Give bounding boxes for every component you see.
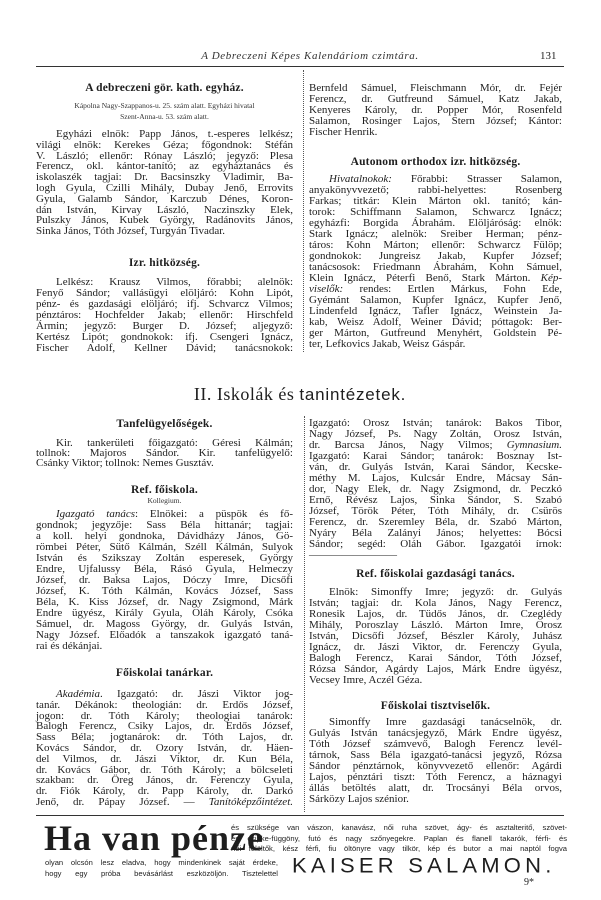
text-line: Gyula, Galamb Sándor, Karczub Dénes, Koron- <box>36 192 293 205</box>
italic-text: Gymnasium. <box>506 439 562 451</box>
text-line: Endre, Ujfalussy Béla, Rásó Gyula, Helmeczy <box>36 563 293 575</box>
text-line: Ferencz, okl. kántor-tanító; az egyháztanács és <box>36 160 293 173</box>
text-line: Sass Béla; jogtanárok: dr. Tóth Lajos, dr. <box>36 731 293 744</box>
text-line <box>36 797 293 808</box>
text-line: Stark Ignácz; alelnök: Sreiber Herman; pénz- <box>309 228 562 240</box>
text-line: Gulyás István tanácsjegyző, Márk Endre ügyész, <box>309 727 562 739</box>
text-line: szakban: dr. Öreg János, dr. Ferenczy Gyula, <box>36 774 293 787</box>
text-line: Ármin; jegyző: Burger D. József; aljegyző: <box>36 320 293 332</box>
text-line: Sámuel, dr. Magoss György, dr. Gulyás István, <box>36 618 293 630</box>
text-line: tollnok: Majoros Sándor. Kir. tanfelügyelő: <box>36 447 293 459</box>
text-line: Ferencz, dr. Gutfreund Sámuel, Katz Jakab, <box>309 93 562 105</box>
text-line: Rózsa Sándor, Agárdy Lajos, Márk Endre ügyész, <box>309 663 562 675</box>
text-line: Elnök: Simonffy Imre; jegyző: dr. Gulyás <box>329 586 562 598</box>
text-line: Fischer Henrik. <box>309 126 378 138</box>
text-line: István; tagjai: dr. Kola János, Nagy Ferencz, <box>309 597 562 609</box>
text-segment: rendes: Ertlen Márkus, Fohn Ede, <box>343 283 562 295</box>
text-line: torok: Schiffmann Salamon, Schwarcz Ignácz; <box>309 206 562 218</box>
text-line: ter, Lefkovics Jakab, Weisz Gáspár. <box>309 338 466 350</box>
italic-text: viselők: <box>309 283 344 295</box>
text-line: olyan olcsón lesz eladva, hogy mindenkinek saját érdeke, <box>45 858 278 867</box>
text-line: a koll. helyi gondnoka, Dávidházy János, Gö- <box>36 530 293 542</box>
text-line: hogy egy próba bevásárlást eszközöljön. Tisztelettel <box>45 868 278 878</box>
text-line: Nyáry Béla Zalányi János; helyettes: Bócsi <box>309 527 562 539</box>
paragraph <box>36 438 293 468</box>
paragraph <box>36 509 293 652</box>
paragraph <box>309 418 562 561</box>
text-line: József, K. Tóth Kálmán, Kovács József, Sass <box>36 585 293 597</box>
section-heading: A debreczeni gör. kath. egyház. <box>85 82 244 94</box>
text-line: anyakönyvvezető; rabbi-helyettes: Rosenberg <box>309 184 562 196</box>
text-line: Pulszky János, Kubek György, Radánovits János, <box>36 214 293 227</box>
italic-text: Hivatalnokok: <box>329 173 392 185</box>
text-segment: . Igazgató: dr. Jászi Viktor jog- <box>99 688 293 700</box>
paragraph <box>309 174 562 350</box>
text-line: dr. Kovács Gábor, dr. Tóth Károly; a bölcseleti <box>36 763 293 776</box>
page-number: 131 <box>540 50 557 62</box>
paragraph <box>36 277 293 354</box>
text-line: Farkas; titkár: Klein Márton okl. tanító; kán- <box>309 195 562 207</box>
text-line: logh Gyula, Czilli Mihály, Dubay Jenő, Errovits <box>36 181 293 194</box>
text-segment: Jenő, dr. Pápay József. — <box>36 795 209 808</box>
advert-rule <box>36 815 564 816</box>
advert-merchant-name: KAISER SALAMON. <box>292 853 556 878</box>
running-header: A Debreczeni Képes Kalendáriom czimtára. <box>201 50 419 62</box>
text-line: állás betöltés alatt, dr. Trocsányi Béla orvos, <box>309 782 562 794</box>
text-line: István, Dicsőfi József, Bészler Károly, Juhász <box>309 630 562 642</box>
text-line: Gyémánt Salamon, Kupfer Ignácz, Kupfer Jenő, <box>309 294 562 306</box>
text-line: Sándor; segéd: Oláh Gábor. Igazgatói írnok: <box>309 538 562 550</box>
text-line: Balogh Ferencz, Karai Sándor, Tóth József, <box>309 652 562 664</box>
text-line: Sárközy Lajos szénior. <box>309 793 409 805</box>
text-line: Kenyeres Károly, dr. Popper Mór, Rosenfeld <box>309 104 562 116</box>
chapter-title-part: tanintézetek. <box>299 385 407 404</box>
italic-text: Tanítóképzőintézet. <box>208 795 293 808</box>
section-heading: Főiskolai tanárkar. <box>115 667 214 679</box>
advert-headline: Ha van pénze <box>44 818 265 858</box>
text-line: Sándor pénztárnok, könyvvezető ellenőr: Agárdi <box>309 760 562 772</box>
text-line: dor, Nagy Elek, dr. Nagy Zsigmond, dr. Peczkó <box>309 483 562 495</box>
text-line: iskolaszék tagjai: Dr. Bacsinszky Vladimir, Ba- <box>36 171 293 184</box>
text-line: ván, dr. Gulyás István, Karai Sándor, Kecske- <box>309 461 562 473</box>
text-line: Vecsey Imre, Aczél Géza. <box>309 674 423 686</box>
text-line: tanár. Dékánok: theologián: dr. Erdős József, <box>36 698 293 711</box>
text-line: István és Szikszay Zoltán esperesek, György <box>36 552 293 564</box>
text-line: pénz- és gazdasági elöljáró; ifj. Schvarcz Vilmos; <box>36 298 293 310</box>
text-line: Lindenfeld Ignácz, Tafler Ignácz, Weinstein Ja- <box>309 305 562 317</box>
italic-text: Akadémia <box>56 688 100 700</box>
text-line: Sinka János, Tóth József, Turgyán Tivadar. <box>36 225 226 238</box>
text-line: Lajos, pénztári tiszt: Tóth Ferencz, a háznagyi <box>309 771 562 783</box>
header-rule <box>36 66 564 67</box>
text-line: Fischer Adolf, Kellner Dávid; tanácsnokok: <box>36 342 293 354</box>
text-line: József, dr. Baksa Lajos, Dóczy Imre, Dicsőfi <box>36 574 293 586</box>
text-line: tanácsosok: Friedmann Ábrahám, Kohn Sámuel, <box>309 261 562 273</box>
advert-text <box>231 823 567 855</box>
subtitle-line: Szent-Anna-u. 53. szám alatt. <box>120 112 209 121</box>
text-line: pénztáros: Hochfelder Jakab; ellenőr: Hirschfeld <box>36 309 293 321</box>
section-subtitle: Kollegium. <box>147 496 182 505</box>
text-line: dr. Fiók Károly, dr. Papp Károly, dr. Darkó <box>36 785 293 798</box>
text-line: és szüksége van vászon, kanavász, női ruha szövet, ágy- és asztalteritő, szövet- <box>231 823 567 832</box>
subtitle-line: Kápolna Nagy-Szappanos-u. 25. szám alatt. Egyházi hivatal <box>74 101 255 110</box>
text-segment: Klein Ignácz, Péterfi Benő, Stark Márton. <box>309 272 541 284</box>
paragraph <box>36 689 293 808</box>
text-line: Béla, K. Kiss József, dr. Nagy Zsigmond, Márk <box>36 596 293 608</box>
text-line: Ignácz, dr. Jászi Viktor, dr. Ferenczy Gyula, <box>309 641 562 653</box>
text-line: tárnok, Sass Béla igazgató-tanácsi jegyző, Rózsa <box>309 749 562 761</box>
signature-mark: 9* <box>524 877 534 888</box>
paragraph <box>309 587 562 686</box>
section-heading: Főiskolai tisztviselők. <box>380 700 491 712</box>
text-line: Balogh Ferencz, Csiky Lajos, dr. Erdős József, <box>36 720 293 733</box>
section-subtitle <box>36 100 293 122</box>
text-line: V. László; ellenőr: Rónay László; jegyző: Plesa <box>36 149 293 162</box>
column-divider <box>303 70 304 352</box>
text-line: Igazgató: Karai Sándor; tanárok: Bosznay Ist- <box>309 450 562 462</box>
text-line: női felöltők, kész férfi, fiu öltönyre vagy tilkör, kép és butor a mai naptól fogva <box>231 844 567 854</box>
advert-text <box>45 858 278 879</box>
italic-text: Igazgató tanács <box>56 508 136 520</box>
text-segment: Főrabbi: Strasser Salamon, <box>391 173 562 185</box>
text-line: jogon: dr. Tóth Károly; theologiai tanárok: <box>36 709 293 722</box>
text-line: Tóth József számvevő, Balogh Ferencz levél- <box>309 738 562 750</box>
text-line: gondnokok: Jungreisz Jakab, Kupfer József; <box>309 250 562 262</box>
paragraph <box>309 717 562 805</box>
section-heading: Ref. főiskola. <box>130 484 198 496</box>
text-line: Ernő, Révész Lajos, Sinka Sándor, S. Szabó <box>309 494 562 506</box>
text-line: Fenyő Sándor; vallásügyi elöljáró: Kohn Lipót, <box>36 287 293 299</box>
chapter-title <box>150 384 450 405</box>
text-line: József, Török Péter, Tóth Mihály, dr. Csürös <box>309 505 562 517</box>
text-line: kab, Weisz Adolf, Weiner Dávid; póttagok: Ber- <box>309 316 562 328</box>
text-line: Ferencz, dr. Szeremley Béla, dr. Szabó Márton, <box>309 516 562 528</box>
text-line: Kir. tankerületi főigazgató: Géresi Kálmán; <box>56 437 293 449</box>
text-line: Ronesik Lajos, dr. Tüdős János, dr. Czeglédy <box>309 608 562 620</box>
text-line: del Vilmos, dr. Jászi Viktor, dr. Kun Béla, <box>36 752 293 765</box>
column-divider <box>304 416 305 812</box>
text-line: Mihály, Poroszlay László. Márton Imre, Orosz <box>309 619 562 631</box>
section-heading: Ref. főiskolai gazdasági tanács. <box>356 568 515 580</box>
text-line: méthy M. Lajos, Kulcsár Endre, Mácsay Sán- <box>309 472 562 484</box>
text-line: römbei Péter, Sütő Kálmán, Széll Kálmán, Sulyok <box>36 541 293 553</box>
text-line: Igazgató: Orosz István; tanárok: Bakos Tibor, <box>309 417 562 429</box>
text-line: gondnok; jegyzője: Sass Béla hittanár; tagjai: <box>36 519 293 531</box>
section-heading: Tanfelügyelőségek. <box>116 418 213 430</box>
text-line: táros: Kohn Márton; ellenőr: Schwarcz Fülöp; <box>309 239 562 251</box>
text-line: Nagy József. Előadók a tanszakok igazgató taná- <box>36 629 293 641</box>
text-segment: : Elnökei: a püspök és fő- <box>135 508 293 520</box>
text-line: Kertész Lipót; gondnokok: ifj. Csengeri Ignácz, <box>36 331 293 343</box>
italic-text: Kép- <box>540 272 562 284</box>
text-line: Nagy József, Ps. Nagy Zoltán, Orosz István, <box>309 428 562 440</box>
text-line: egyházfi: Borgida Ábrahám. Elöljáróság: elnök: <box>309 217 562 229</box>
text-line: Endre ügyész, Király Gyula, Oláh Károly, Csóka <box>36 607 293 619</box>
chapter-title-part: II. Iskolák és <box>193 384 295 404</box>
text-line: Simonffy Imre gazdasági tanácselnök, dr. <box>329 716 562 728</box>
text-line: Salamon, Rosinger Lajos, Stern József; Kántor: <box>309 115 562 127</box>
text-line: Lelkész: Krausz Vilmos, főrabbi; alelnök: <box>56 276 293 288</box>
paragraph <box>309 83 562 138</box>
text-line: ———————— <box>309 549 397 561</box>
text-segment: dr. Barcsa János, Nagy Vilmos; <box>309 439 507 451</box>
text-line: Egyházi elnök: Papp János, t.-esperes lelkész; <box>56 128 293 140</box>
text-line: Kovács Sándor, dr. Ozory István, dr. Häen- <box>36 741 293 754</box>
section-heading: Izr. hitközség. <box>128 257 201 269</box>
text-line: és csipke-függöny, futó és nagy szőnyegekre. Paplan és flanell takarók, férfi- és <box>231 833 567 843</box>
text-line: Bernfeld Sámuel, Fleischmann Mór, dr. Fejér <box>309 82 562 94</box>
text-line: ger Márton, Gutfreund Menyhért, Goldstein Pé- <box>309 327 562 339</box>
text-line: Csánky Viktor; tollnok: Nemes Gusztáv. <box>36 457 214 469</box>
text-line: dán István, Kirvay László, Naczinszky Elek, <box>36 203 293 216</box>
paragraph <box>36 129 293 237</box>
section-heading: Autonom orthodox izr. hitközség. <box>350 156 521 168</box>
text-line: világi elnök: Kerekes Géza; főgondnok: Stéfán <box>36 138 293 151</box>
text-line: rai és dékánjai. <box>36 640 103 652</box>
